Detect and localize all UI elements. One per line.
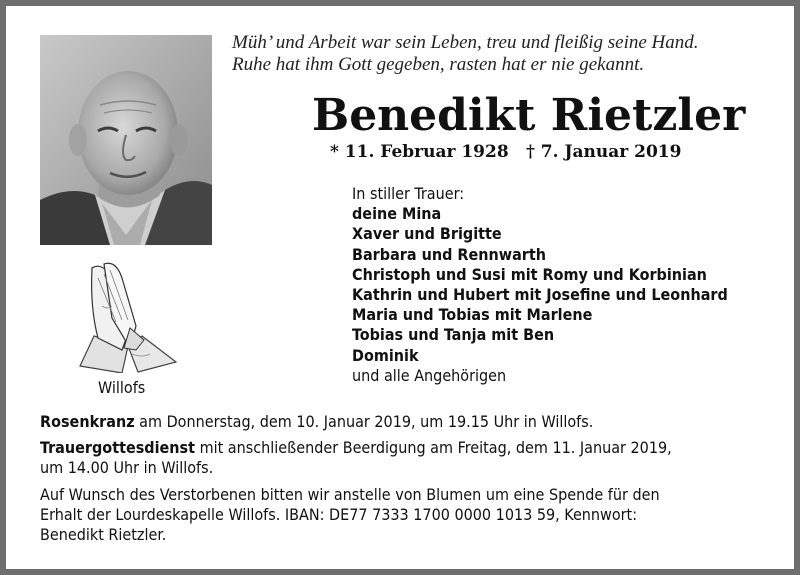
mourners-block (352, 184, 728, 386)
funeral-line-1 (40, 438, 672, 458)
mourner-item: Kathrin und Hubert mit Josefine und Leonhard (352, 285, 728, 305)
birth-date: * 11. Februar 1928 (330, 142, 509, 162)
funeral-label: Trauergottesdienst (40, 438, 195, 457)
funeral-line-2: um 14.00 Uhr in Willofs. (40, 458, 214, 477)
rosary-label: Rosenkranz (40, 412, 135, 431)
mourners-intro: In stiller Trauer: (352, 184, 465, 203)
praying-hands-icon (72, 258, 184, 373)
mourner-item: Barbara und Rennwarth (352, 244, 547, 264)
donation-line-1: Auf Wunsch des Verstorbenen bitten wir anstelle von Blumen um eine Spende für den (40, 485, 660, 504)
rosary-line (40, 412, 593, 432)
deceased-name: Benedikt Rietzler (312, 90, 746, 141)
quote-line-1: Müh’ und Arbeit war sein Leben, treu und fleißig seine Hand. (232, 32, 699, 53)
mourner-item: deine Mina (352, 204, 442, 224)
mourner-item: Dominik (352, 345, 419, 365)
mourner-item: Xaver und Brigitte (352, 224, 502, 244)
rosary-text: am Donnerstag, dem 10. Januar 2019, um 19.15 Uhr in Willofs. (134, 412, 594, 431)
death-date: † 7. Januar 2019 (526, 142, 682, 162)
mourner-item: Maria und Tobias mit Marlene (352, 305, 593, 325)
mourner-item: Christoph und Susi mit Romy und Korbinian (352, 264, 707, 284)
donation-line-2: Erhalt der Lourdeskapelle Willofs. IBAN: DE77 7333 1700 0000 1013 59, Kennwort: (40, 505, 638, 524)
mourners-outro: und alle Angehörigen (352, 365, 507, 385)
place-caption: Willofs (98, 378, 146, 397)
funeral-text-1: mit anschließender Beerdigung am Freitag, dem 11. Januar 2019, (195, 438, 672, 457)
quote-line-2: Ruhe hat ihm Gott gegeben, rasten hat er nie gekannt. (232, 54, 645, 75)
portrait-photo (40, 35, 212, 245)
mourner-item: Tobias und Tanja mit Ben (352, 325, 555, 345)
donation-line-3: Benedikt Rietzler. (40, 525, 167, 544)
